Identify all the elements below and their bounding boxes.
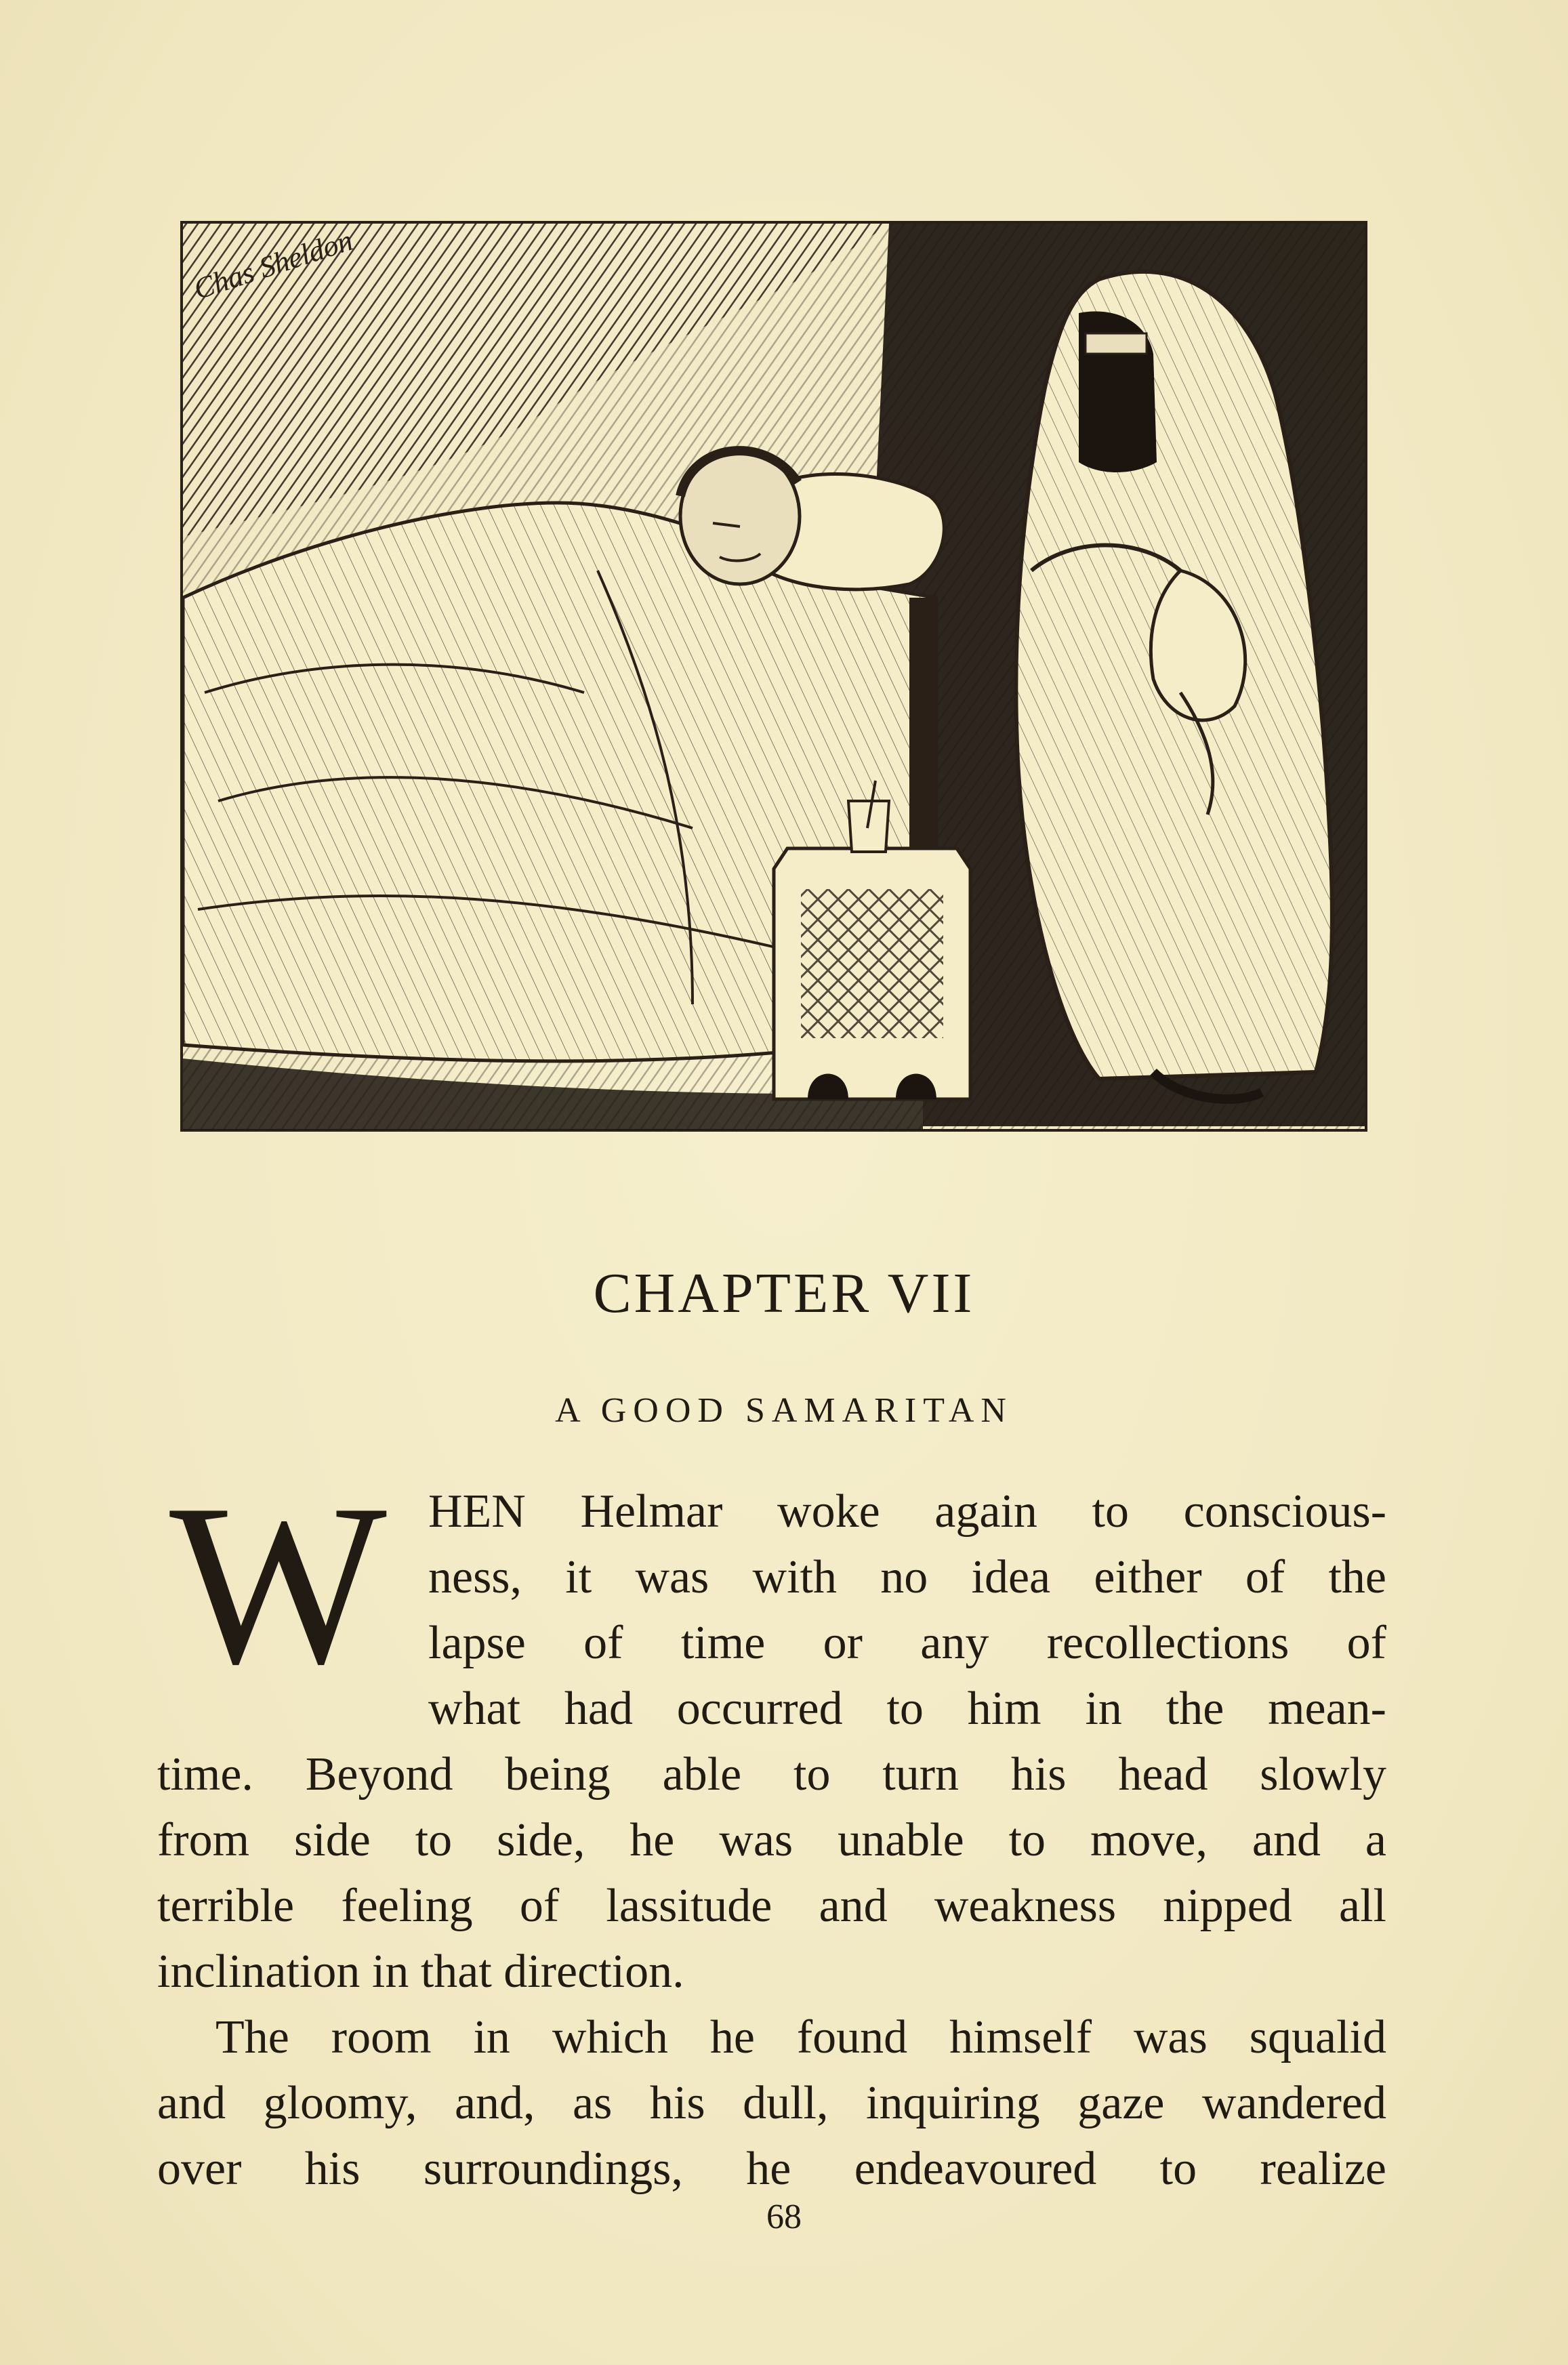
text-line: ness, it was with no idea either of the	[428, 1551, 1386, 1603]
text-line: inclination in that direction.	[157, 1946, 684, 1998]
text-line: terrible feeling of lassitude and weakness nipped all	[157, 1880, 1386, 1932]
text-line: HEN Helmar woke again to conscious-	[428, 1485, 1386, 1538]
drop-cap: W	[169, 1456, 387, 1712]
illustration	[178, 218, 1370, 1134]
text-line: what had occurred to him in the mean-	[428, 1683, 1386, 1735]
artist-signature: Chas Sheldon	[189, 223, 357, 306]
text-line: lapse of time or any recollections of	[428, 1617, 1386, 1669]
chapter-title: CHAPTER VII	[593, 1262, 975, 1325]
page-number: 68	[766, 2198, 802, 2236]
text-line: from side to side, he was unable to move, and a	[157, 1814, 1386, 1866]
text-line: and gloomy, and, as his dull, inquiring gaze wandered	[157, 2077, 1386, 2129]
text-line: The room in which he found himself was squalid	[215, 2011, 1386, 2063]
chapter-subtitle: A GOOD SAMARITAN	[555, 1391, 1013, 1430]
illustration-engraving	[178, 218, 1370, 1134]
text-line: time. Beyond being able to turn his head slowly	[157, 1748, 1386, 1801]
text-line: over his surroundings, he endeavoured to realize	[157, 2143, 1386, 2195]
